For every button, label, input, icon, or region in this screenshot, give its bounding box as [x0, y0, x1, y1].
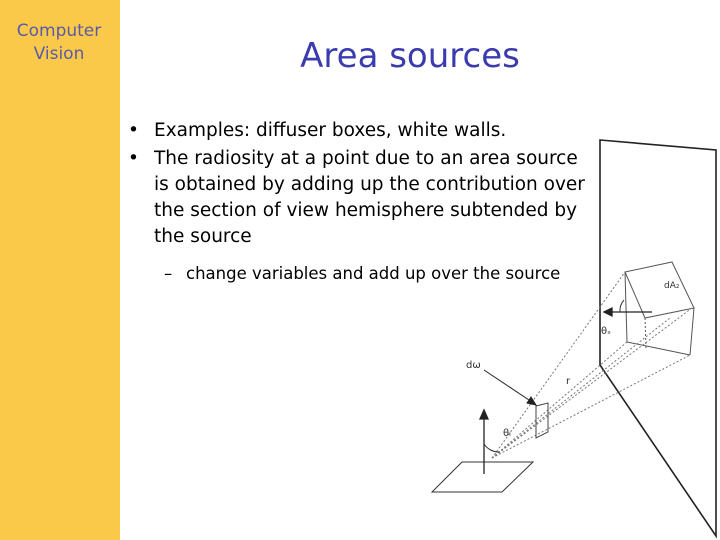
domega-pointer — [484, 370, 536, 405]
label-theta-s: θₛ — [601, 326, 611, 337]
source-plane — [600, 140, 716, 536]
bullet-dot-icon: • — [128, 120, 139, 141]
receiver-normal-arrow — [480, 410, 488, 474]
patch-dA2 — [625, 262, 694, 355]
bullet-text: The radiosity at a point due to an area source is obtained by adding up the contribution over the section of view hemisphere subtended by the source — [154, 148, 585, 247]
ray-lines — [492, 272, 692, 458]
source-normal-arrow — [604, 308, 652, 316]
receiver-plane — [432, 462, 533, 492]
solid-angle-element — [536, 403, 548, 438]
brand-line-1: Computer — [16, 21, 102, 41]
label-domega: dω — [466, 360, 481, 371]
label-dA2: dA₂ — [664, 281, 680, 291]
label-r: r — [566, 376, 571, 387]
bullet-text: Examples: diffuser boxes, white walls. — [154, 120, 507, 141]
bullet-dot-icon: • — [128, 148, 139, 169]
dash-icon: – — [164, 264, 173, 283]
slide-title: Area sources — [300, 36, 520, 76]
theta-s-arc — [620, 300, 624, 312]
brand-line-2: Vision — [33, 44, 85, 64]
sub-bullet-text: change variables and add up over the source — [186, 264, 561, 283]
label-theta-i: θᵢ — [503, 428, 511, 439]
